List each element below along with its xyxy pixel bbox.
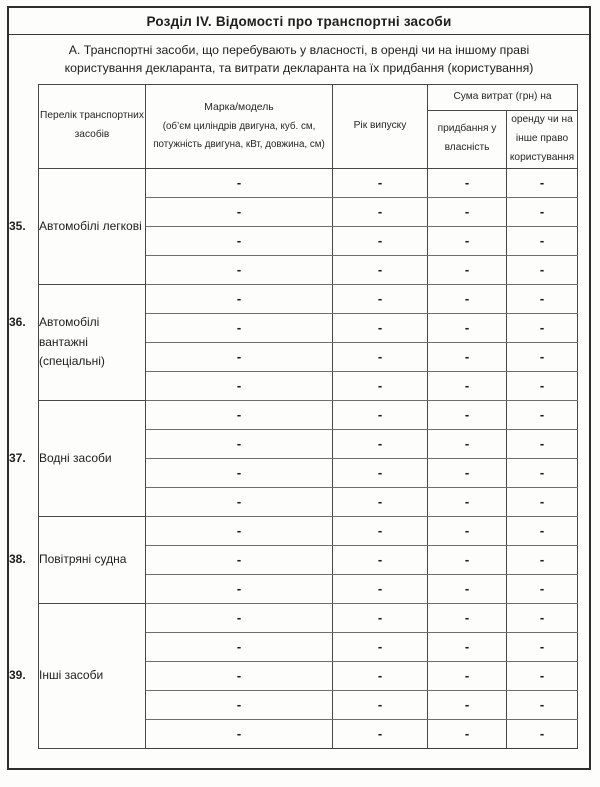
make-model-cell: -	[146, 371, 333, 400]
rent-cost-cell: -	[507, 197, 578, 226]
rent-cost-cell: -	[507, 429, 578, 458]
make-model-cell: -	[146, 226, 333, 255]
year-cell: -	[333, 168, 428, 197]
header-make-model-spec: (об’єм циліндрів двигуна, куб. см, потужність двигуна, кВт, довжина, см)	[153, 120, 325, 150]
year-cell: -	[333, 487, 428, 516]
section-title-band	[9, 8, 589, 35]
purchase-cost-cell: -	[428, 632, 507, 661]
year-cell: -	[333, 574, 428, 603]
purchase-cost-cell: -	[428, 690, 507, 719]
rent-cost-cell: -	[507, 690, 578, 719]
purchase-cost-cell: -	[428, 574, 507, 603]
rent-cost-cell: -	[507, 487, 578, 516]
section-title: Розділ IV. Відомості про транспортні засоби	[146, 13, 452, 29]
table-row	[39, 400, 578, 429]
purchase-cost-cell: -	[428, 545, 507, 574]
purchase-cost-cell: -	[428, 313, 507, 342]
rent-cost-cell: -	[507, 719, 578, 748]
header-vehicle-list: Перелік транспортних засобів	[39, 84, 146, 168]
header-costs-group: Сума витрат (грн) на	[428, 84, 578, 110]
row-number: 37.	[9, 450, 26, 465]
year-cell: -	[333, 690, 428, 719]
table-row	[39, 603, 578, 632]
rent-cost-cell: -	[507, 661, 578, 690]
purchase-cost-cell: -	[428, 255, 507, 284]
make-model-cell: -	[146, 690, 333, 719]
purchase-cost-cell: -	[428, 458, 507, 487]
year-cell: -	[333, 719, 428, 748]
rent-cost-cell: -	[507, 400, 578, 429]
make-model-cell: -	[146, 429, 333, 458]
vehicle-category-label: Автомобілі легкові	[39, 218, 142, 233]
purchase-cost-cell: -	[428, 197, 507, 226]
rent-cost-cell: -	[507, 371, 578, 400]
year-cell: -	[333, 400, 428, 429]
header-cost-purchase: придбання у власність	[428, 110, 507, 168]
purchase-cost-cell: -	[428, 168, 507, 197]
vehicle-category-cell	[9, 603, 146, 748]
rent-cost-cell: -	[507, 632, 578, 661]
year-cell: -	[333, 371, 428, 400]
year-cell: -	[333, 197, 428, 226]
table-row	[39, 168, 578, 197]
table-row	[39, 516, 578, 545]
rent-cost-cell: -	[507, 342, 578, 371]
rent-cost-cell: -	[507, 255, 578, 284]
subsection-heading: А. Транспортні засоби, що перебувають у власності, в оренді чи на іншому праві користування декларанта, та витрати декларанта на їх придбання (користування)	[64, 43, 534, 75]
vehicle-category-label: Водні засоби	[39, 450, 112, 465]
vehicle-category-cell	[9, 284, 146, 400]
year-cell: -	[333, 603, 428, 632]
year-cell: -	[333, 632, 428, 661]
make-model-cell: -	[146, 284, 333, 313]
page-frame	[7, 6, 591, 770]
row-number: 39.	[9, 668, 26, 683]
year-cell: -	[333, 342, 428, 371]
make-model-cell: -	[146, 313, 333, 342]
purchase-cost-cell: -	[428, 226, 507, 255]
purchase-cost-cell: -	[428, 603, 507, 632]
make-model-cell: -	[146, 400, 333, 429]
rent-cost-cell: -	[507, 574, 578, 603]
year-cell: -	[333, 516, 428, 545]
purchase-cost-cell: -	[428, 661, 507, 690]
make-model-cell: -	[146, 255, 333, 284]
vehicles-table-header	[39, 84, 578, 168]
year-cell: -	[333, 458, 428, 487]
year-cell: -	[333, 226, 428, 255]
rent-cost-cell: -	[507, 226, 578, 255]
vehicle-category-label: Автомобілі вантажні (спеціальні)	[39, 315, 105, 368]
row-number: 36.	[9, 315, 26, 330]
vehicle-category-cell	[9, 400, 146, 516]
rent-cost-cell: -	[507, 284, 578, 313]
purchase-cost-cell: -	[428, 342, 507, 371]
make-model-cell: -	[146, 168, 333, 197]
vehicles-table-body	[9, 168, 578, 748]
header-cost-rent: оренду чи на інше право користування	[507, 110, 578, 168]
rent-cost-cell: -	[507, 168, 578, 197]
make-model-cell: -	[146, 603, 333, 632]
purchase-cost-cell: -	[428, 400, 507, 429]
header-make-model	[146, 84, 333, 168]
make-model-cell: -	[146, 632, 333, 661]
header-year: Рік випуску	[333, 84, 428, 168]
vehicles-table	[9, 84, 578, 749]
year-cell: -	[333, 429, 428, 458]
header-make-model-name: Марка/модель	[204, 102, 274, 114]
make-model-cell: -	[146, 719, 333, 748]
make-model-cell: -	[146, 574, 333, 603]
make-model-cell: -	[146, 197, 333, 226]
rent-cost-cell: -	[507, 545, 578, 574]
purchase-cost-cell: -	[428, 371, 507, 400]
vehicle-category-label: Інші засоби	[39, 668, 104, 683]
year-cell: -	[333, 545, 428, 574]
vehicle-category-cell	[9, 168, 146, 284]
purchase-cost-cell: -	[428, 284, 507, 313]
table-row	[39, 284, 578, 313]
year-cell: -	[333, 313, 428, 342]
purchase-cost-cell: -	[428, 487, 507, 516]
purchase-cost-cell: -	[428, 429, 507, 458]
year-cell: -	[333, 255, 428, 284]
row-number: 35.	[9, 218, 26, 233]
make-model-cell: -	[146, 458, 333, 487]
year-cell: -	[333, 284, 428, 313]
rent-cost-cell: -	[507, 516, 578, 545]
purchase-cost-cell: -	[428, 719, 507, 748]
make-model-cell: -	[146, 516, 333, 545]
vehicle-category-label: Повітряні судна	[39, 552, 127, 567]
purchase-cost-cell: -	[428, 516, 507, 545]
make-model-cell: -	[146, 661, 333, 690]
rent-cost-cell: -	[507, 313, 578, 342]
row-number: 38.	[9, 552, 26, 567]
make-model-cell: -	[146, 545, 333, 574]
rent-cost-cell: -	[507, 458, 578, 487]
make-model-cell: -	[146, 487, 333, 516]
make-model-cell: -	[146, 342, 333, 371]
year-cell: -	[333, 661, 428, 690]
rent-cost-cell: -	[507, 603, 578, 632]
vehicle-category-cell	[9, 516, 146, 603]
